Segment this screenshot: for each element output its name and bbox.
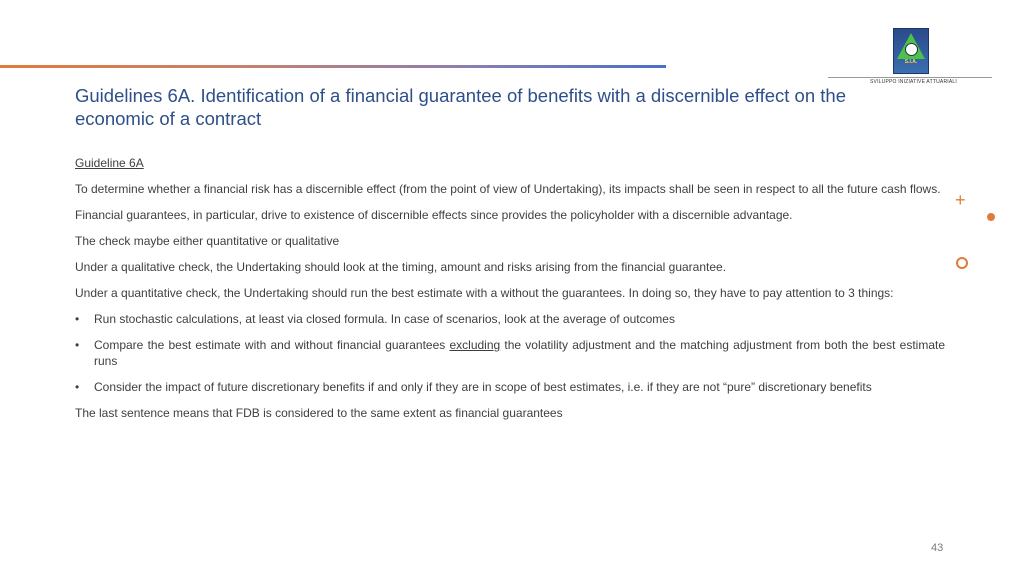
logo-circle-icon [905,43,918,56]
dot-icon [987,213,995,221]
bullet-icon: • [75,338,80,352]
plus-icon: + [955,190,966,210]
page-number: 43 [931,542,944,554]
paragraph-5: Under a quantitative check, the Undertaking should run the best estimate with a without the guarantees. In doing so, they have to pay attention to 3 things: [75,286,894,300]
bullet-text-1: Run stochastic calculations, at least via closed formula. In case of scenarios, look at the average of outcomes [94,312,675,326]
closing-paragraph: The last sentence means that FDB is considered to the same extent as financial guarantees [75,406,563,420]
slide-body [75,155,945,431]
bullet-text-2-underlined: excluding [449,338,501,352]
header-gradient-rule [0,65,666,68]
bullet-text-3: Consider the impact of future discretionary benefits if and only if they are in scope of best estimates, i.e. if they are not “pure” discretionary benefits [94,380,872,394]
slide-title: Guidelines 6A. Identification of a financial guarantee of benefits with a discernible effect on the economic of a contract [75,85,846,129]
ring-icon [956,257,968,269]
guideline-label: Guideline 6A [75,156,144,170]
bullet-item-3 [75,379,945,395]
paragraph-4: Under a qualitative check, the Undertaking should look at the timing, amount and risks arising from the financial guarantee. [75,260,727,274]
bullet-text-2-pre: Compare the best estimate with and without financial guarantees [94,338,450,352]
logo-letters: S.I.A. [904,59,918,65]
logo-emblem [893,28,929,74]
bullet-icon: • [75,380,80,394]
paragraph-3: The check maybe either quantitative or qualitative [75,234,340,248]
bullet-item-2 [75,337,945,369]
logo-caption: SVILUPPO INIZIATIVE ATTUARIALI [870,79,957,85]
logo-divider [828,77,992,78]
bullet-icon: • [75,312,80,326]
paragraph-1: To determine whether a financial risk has a discernible effect (from the point of view of Undertaking), its impacts shall be seen in respect to all the future cash flows. [75,182,941,196]
bullet-item-1 [75,311,945,327]
bullet-text-2-post: the volatility adjustment and the matching adjustment from both the best estimate runs [94,338,946,368]
paragraph-2: Financial guarantees, in particular, drive to existence of discernible effects since provides the policyholder with a discernible advantage. [75,208,793,222]
